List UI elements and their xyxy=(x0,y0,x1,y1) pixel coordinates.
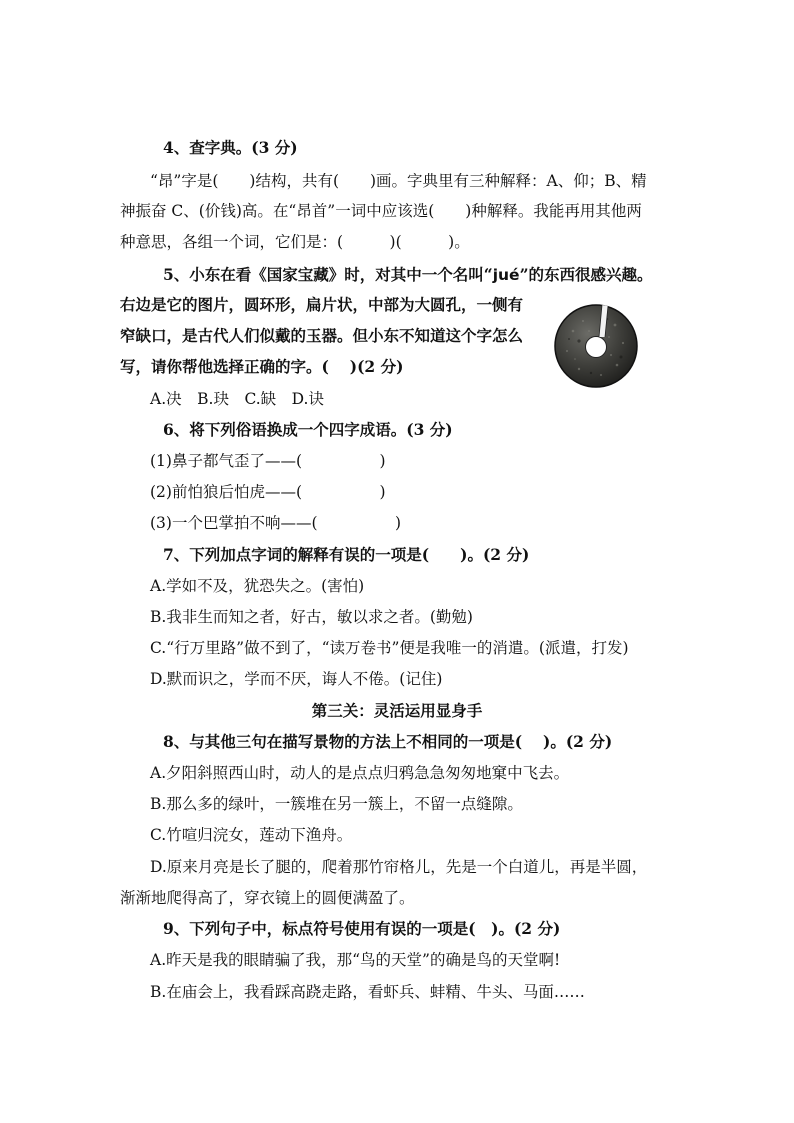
q5-title-post: ”的东西很感兴趣。 xyxy=(519,265,653,284)
q4-line-2: 神振奋 C、(价钱)高。在“昂首”一词中应该选( )种解释。我能再用其他两 xyxy=(120,202,642,220)
q8-option-b: B.那么多的绿叶，一簇堆在另一簇上，不留一点缝隙。 xyxy=(150,795,523,813)
q7-option-a: A.学如不及，犹恐失之。(害怕) xyxy=(150,577,365,595)
jade-disc-icon xyxy=(553,303,639,389)
q5-options: A.决 B.玦 C.缺 D.诀 xyxy=(150,390,324,408)
q5-title-pre: 5、小东在看《国家宝藏》时，对其中一个名叫“ xyxy=(163,265,493,284)
q7-option-c: C.“行万里路”做不到了，“读万卷书”便是我唯一的消遣。(派遣，打发) xyxy=(150,639,629,657)
q4-line-1: “昂”字是( )结构，共有( )画。字典里有三种解释：A、仰；B、精 xyxy=(150,172,647,190)
q9-title: 9、下列句子中，标点符号使用有误的一项是( )。(2 分) xyxy=(163,919,561,938)
q8-option-a: A.夕阳斜照西山时，动人的是点点归鸦急急匆匆地窠中飞去。 xyxy=(150,764,570,782)
q4-line-3: 种意思，各组一个词，它们是：( )( )。 xyxy=(120,233,470,251)
q6-title: 6、将下列俗语换成一个四字成语。(3 分) xyxy=(163,420,453,439)
q8-option-d: D.原来月亮是长了腿的，爬着那竹帘格儿，先是一个白道儿，再是半圆， xyxy=(150,858,648,876)
q8-option-d-continuation: 渐渐地爬得高了，穿衣镜上的圆便满盈了。 xyxy=(120,889,415,907)
q5-line-1: 右边是它的图片，圆环形，扁片状，中部为大圆孔，一侧有 xyxy=(120,295,524,314)
q7-title: 7、下列加点字词的解释有误的一项是( )。(2 分) xyxy=(163,545,530,564)
q6-item-3: (3)一个巴掌拍不响——( ) xyxy=(150,514,402,532)
q5-title-jue: jué xyxy=(492,266,520,284)
q6-item-2: (2)前怕狼后怕虎——( ) xyxy=(150,483,386,501)
q7-option-d: D.默而识之，学而不厌，诲人不倦。(记住) xyxy=(150,670,443,688)
q8-title: 8、与其他三句在描写景物的方法上不相同的一项是( )。(2 分) xyxy=(163,732,613,751)
q5-line-3: 写，请你帮他选择正确的字。( )(2 分) xyxy=(120,357,404,376)
q9-option-a: A.昨天是我的眼睛骗了我，那“鸟的天堂”的确是鸟的天堂啊! xyxy=(150,951,561,969)
q5-line-2: 窄缺口，是古代人们似戴的玉器。但小东不知道这个字怎么 xyxy=(120,326,524,345)
q8-option-c: C.竹喧归浣女，莲动下渔舟。 xyxy=(150,826,353,844)
q5-title xyxy=(163,265,653,285)
q7-option-b: B.我非生而知之者，好古，敏以求之者。(勤勉) xyxy=(150,608,473,626)
q9-option-b: B.在庙会上，我看踩高跷走路，看虾兵、蚌精、牛头、马面…… xyxy=(150,983,585,1001)
q4-title: 4、查字典。(3 分) xyxy=(163,138,298,157)
q6-item-1: (1)鼻子都气歪了——( ) xyxy=(150,452,386,470)
section-title: 第三关：灵活运用显身手 xyxy=(311,701,483,720)
